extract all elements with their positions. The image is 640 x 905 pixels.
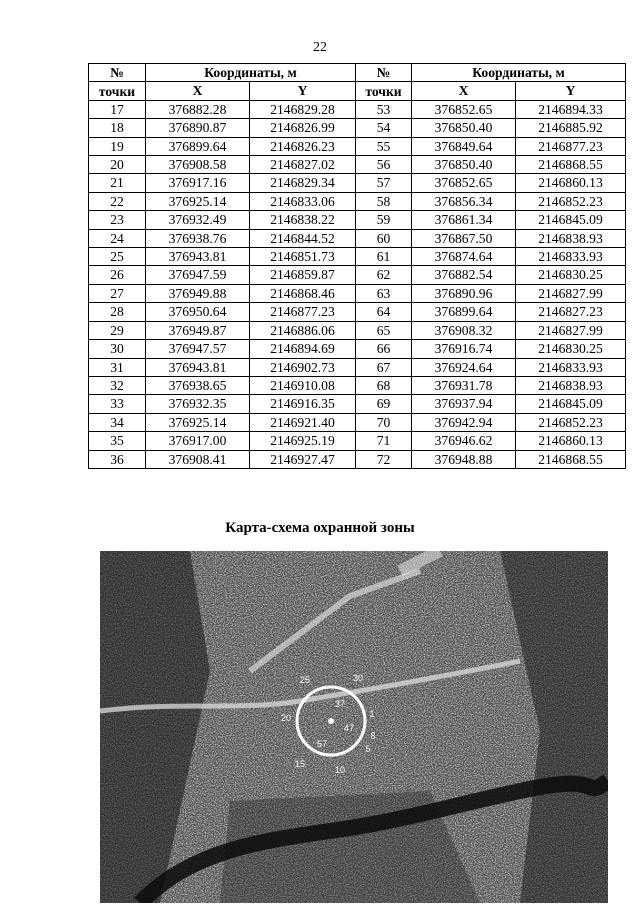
y-right-cell: 2146860.13: [516, 432, 626, 450]
y-right-cell: 2146827.23: [516, 303, 626, 321]
x-left-cell: 376917.00: [146, 432, 250, 450]
point-no-left-cell: 33: [89, 395, 146, 413]
x-left-cell: 376932.49: [146, 211, 250, 229]
y-right-cell: 2146852.23: [516, 413, 626, 431]
table-row: [89, 174, 626, 192]
x-right-cell: 376856.34: [412, 192, 516, 210]
x-left-cell: 376949.88: [146, 284, 250, 302]
y-left-cell: 2146921.40: [250, 413, 356, 431]
map-point-label: 30: [352, 673, 364, 683]
y-right-cell: 2146877.23: [516, 137, 626, 155]
point-no-right-cell: 69: [356, 395, 412, 413]
x-right-cell: 376874.64: [412, 248, 516, 266]
protection-zone-map: [100, 551, 608, 903]
x-right-cell: 376850.40: [412, 156, 516, 174]
point-no-right-cell: 72: [356, 450, 412, 468]
map-title: Карта-схема охранной зоны: [225, 520, 415, 536]
coordinates-table-body: [89, 100, 626, 468]
table-row: [89, 376, 626, 394]
map-point-label: 5: [365, 744, 371, 754]
point-no-left-cell: 19: [89, 137, 146, 155]
y-left-cell: 2146844.52: [250, 229, 356, 247]
y-right-cell: 2146885.92: [516, 119, 626, 137]
x-right-cell: 376899.64: [412, 303, 516, 321]
point-no-left-cell: 24: [89, 229, 146, 247]
point-no-header-left: №: [89, 64, 146, 82]
x-right-cell: 376937.94: [412, 395, 516, 413]
table-row: [89, 303, 626, 321]
y-left-cell: 2146902.73: [250, 358, 356, 376]
y-right-cell: 2146838.93: [516, 229, 626, 247]
point-no-left-cell: 36: [89, 450, 146, 468]
x-right-cell: 376852.65: [412, 174, 516, 192]
x-left-cell: 376947.59: [146, 266, 250, 284]
x-header-left: X: [146, 82, 250, 100]
x-left-cell: 376950.64: [146, 303, 250, 321]
map-point-label: 57: [316, 739, 328, 749]
y-right-cell: 2146868.55: [516, 450, 626, 468]
well-point-marker: [328, 718, 334, 724]
table-row: [89, 119, 626, 137]
page-number: 22: [313, 40, 327, 55]
map-point-label: 37: [334, 699, 346, 709]
point-no-right-cell: 71: [356, 432, 412, 450]
x-left-cell: 376917.16: [146, 174, 250, 192]
point-no-left-cell: 20: [89, 156, 146, 174]
y-right-cell: 2146894.33: [516, 100, 626, 118]
point-no-right-cell: 53: [356, 100, 412, 118]
point-label-right: точки: [356, 82, 412, 100]
x-right-cell: 376849.64: [412, 137, 516, 155]
x-right-cell: 376924.64: [412, 358, 516, 376]
y-left-cell: 2146826.99: [250, 119, 356, 137]
y-left-cell: 2146916.35: [250, 395, 356, 413]
point-no-left-cell: 31: [89, 358, 146, 376]
point-no-right-cell: 62: [356, 266, 412, 284]
y-right-cell: 2146845.09: [516, 211, 626, 229]
point-label-left: точки: [89, 82, 146, 100]
point-no-right-cell: 55: [356, 137, 412, 155]
x-right-cell: 376908.32: [412, 321, 516, 339]
map-point-label: 8: [370, 731, 376, 741]
map-point-label: 10: [334, 765, 346, 775]
table-row: [89, 284, 626, 302]
table-row: [89, 248, 626, 266]
y-left-cell: 2146886.06: [250, 321, 356, 339]
point-no-right-cell: 61: [356, 248, 412, 266]
y-header-left: Y: [250, 82, 356, 100]
y-left-cell: 2146851.73: [250, 248, 356, 266]
table-row: [89, 395, 626, 413]
table-row: [89, 229, 626, 247]
table-row: [89, 413, 626, 431]
table-row: [89, 266, 626, 284]
y-right-cell: 2146860.13: [516, 174, 626, 192]
point-no-right-cell: 63: [356, 284, 412, 302]
point-no-right-cell: 56: [356, 156, 412, 174]
aerial-photo: [100, 551, 608, 903]
point-no-left-cell: 21: [89, 174, 146, 192]
table-row: [89, 211, 626, 229]
map-point-label: 47: [343, 723, 355, 733]
point-no-left-cell: 17: [89, 100, 146, 118]
y-left-cell: 2146827.02: [250, 156, 356, 174]
y-right-cell: 2146827.99: [516, 321, 626, 339]
y-left-cell: 2146829.28: [250, 100, 356, 118]
x-left-cell: 376882.28: [146, 100, 250, 118]
point-no-left-cell: 29: [89, 321, 146, 339]
point-no-right-cell: 57: [356, 174, 412, 192]
coords-header-left: Координаты, м: [146, 64, 356, 82]
table-row: [89, 100, 626, 118]
point-no-right-cell: 59: [356, 211, 412, 229]
y-left-cell: 2146868.46: [250, 284, 356, 302]
x-left-cell: 376899.64: [146, 137, 250, 155]
x-left-cell: 376938.65: [146, 376, 250, 394]
x-left-cell: 376949.87: [146, 321, 250, 339]
x-right-cell: 376890.96: [412, 284, 516, 302]
x-right-cell: 376946.62: [412, 432, 516, 450]
y-left-cell: 2146927.47: [250, 450, 356, 468]
point-no-right-cell: 58: [356, 192, 412, 210]
point-no-right-cell: 66: [356, 340, 412, 358]
y-right-cell: 2146833.93: [516, 248, 626, 266]
y-left-cell: 2146925.19: [250, 432, 356, 450]
table-row: [89, 321, 626, 339]
y-left-cell: 2146838.22: [250, 211, 356, 229]
y-right-cell: 2146838.93: [516, 376, 626, 394]
point-no-left-cell: 28: [89, 303, 146, 321]
point-no-left-cell: 35: [89, 432, 146, 450]
point-no-right-cell: 70: [356, 413, 412, 431]
y-right-cell: 2146868.55: [516, 156, 626, 174]
point-no-header-right: №: [356, 64, 412, 82]
point-no-left-cell: 26: [89, 266, 146, 284]
x-right-cell: 376882.54: [412, 266, 516, 284]
point-no-left-cell: 32: [89, 376, 146, 394]
map-point-label: 1: [369, 709, 375, 719]
point-no-right-cell: 64: [356, 303, 412, 321]
y-right-cell: 2146852.23: [516, 192, 626, 210]
x-left-cell: 376938.76: [146, 229, 250, 247]
x-right-cell: 376931.78: [412, 376, 516, 394]
map-point-label: 15: [294, 759, 306, 769]
table-row: [89, 450, 626, 468]
point-no-left-cell: 23: [89, 211, 146, 229]
point-no-right-cell: 67: [356, 358, 412, 376]
point-no-left-cell: 18: [89, 119, 146, 137]
x-header-right: X: [412, 82, 516, 100]
y-left-cell: 2146859.87: [250, 266, 356, 284]
x-right-cell: 376942.94: [412, 413, 516, 431]
point-no-right-cell: 54: [356, 119, 412, 137]
table-row: [89, 192, 626, 210]
x-left-cell: 376947.57: [146, 340, 250, 358]
point-no-left-cell: 25: [89, 248, 146, 266]
y-right-cell: 2146830.25: [516, 340, 626, 358]
y-left-cell: 2146894.69: [250, 340, 356, 358]
x-right-cell: 376850.40: [412, 119, 516, 137]
x-right-cell: 376916.74: [412, 340, 516, 358]
x-right-cell: 376867.50: [412, 229, 516, 247]
y-left-cell: 2146826.23: [250, 137, 356, 155]
x-left-cell: 376908.41: [146, 450, 250, 468]
map-point-label: 25: [299, 675, 311, 685]
x-right-cell: 376948.88: [412, 450, 516, 468]
point-no-left-cell: 27: [89, 284, 146, 302]
y-left-cell: 2146833.06: [250, 192, 356, 210]
table-row: [89, 156, 626, 174]
point-no-left-cell: 22: [89, 192, 146, 210]
point-no-left-cell: 34: [89, 413, 146, 431]
y-right-cell: 2146845.09: [516, 395, 626, 413]
x-left-cell: 376925.14: [146, 413, 250, 431]
x-left-cell: 376890.87: [146, 119, 250, 137]
coordinates-table: [88, 63, 626, 469]
y-left-cell: 2146829.34: [250, 174, 356, 192]
point-no-left-cell: 30: [89, 340, 146, 358]
table-row: [89, 340, 626, 358]
map-point-label: 20: [280, 713, 292, 723]
x-left-cell: 376908.58: [146, 156, 250, 174]
x-left-cell: 376943.81: [146, 358, 250, 376]
table-row: [89, 432, 626, 450]
y-header-right: Y: [516, 82, 626, 100]
y-right-cell: 2146830.25: [516, 266, 626, 284]
x-left-cell: 376925.14: [146, 192, 250, 210]
y-right-cell: 2146833.93: [516, 358, 626, 376]
point-no-right-cell: 65: [356, 321, 412, 339]
x-left-cell: 376943.81: [146, 248, 250, 266]
x-left-cell: 376932.35: [146, 395, 250, 413]
y-left-cell: 2146877.23: [250, 303, 356, 321]
table-row: [89, 137, 626, 155]
x-right-cell: 376861.34: [412, 211, 516, 229]
table-row: [89, 358, 626, 376]
y-right-cell: 2146827.99: [516, 284, 626, 302]
x-right-cell: 376852.65: [412, 100, 516, 118]
point-no-right-cell: 60: [356, 229, 412, 247]
y-left-cell: 2146910.08: [250, 376, 356, 394]
point-no-right-cell: 68: [356, 376, 412, 394]
coords-header-right: Координаты, м: [412, 64, 626, 82]
